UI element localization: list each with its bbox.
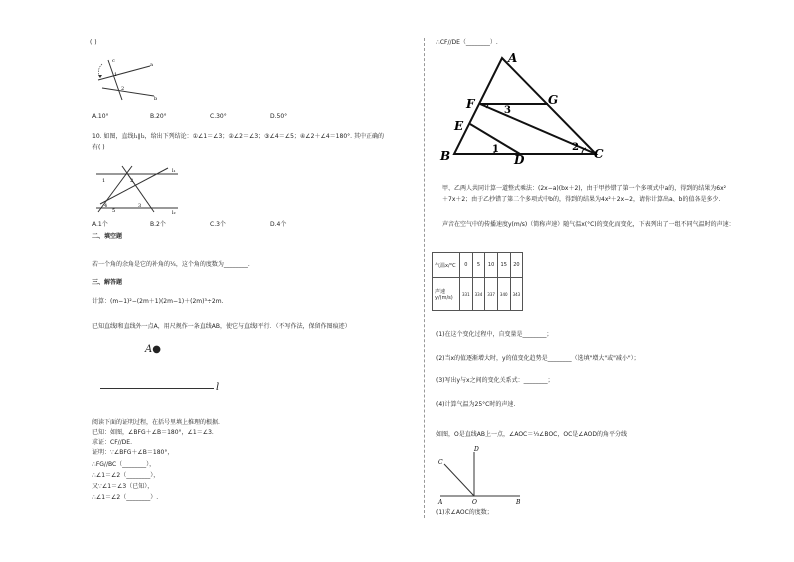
table-cell: 20 (510, 253, 523, 278)
q10-text: 10. 如图，直线l₁∥l₂，给出下列结论：①∠1＝∠3；②∠2＝∠3；③∠4＝∠5；④∠2＋∠4＝180°. 其中正确的 (92, 133, 384, 140)
tri-label-d: D (514, 153, 525, 167)
angle-label-d: D (474, 446, 479, 453)
table-header-temp: 气温x/°C (433, 253, 460, 278)
tri-label-a: A (508, 51, 518, 65)
sub-question-4: (4)计算气温为25°C时的声速. (436, 401, 516, 408)
q9-option-d: D.50° (270, 113, 288, 120)
sound-speed-table (432, 252, 523, 311)
proof-line-8: ∴∠1＝∠2（________）. (92, 494, 159, 501)
angle-label-c: C (438, 459, 443, 466)
q10-label-1: 1 (102, 178, 106, 184)
section-fill-in: 二、填空题 (92, 233, 123, 240)
angle-label-a: A (438, 499, 443, 506)
table-header-speed: 声速y/(m/s) (433, 278, 460, 311)
q9-label-c: c (112, 58, 115, 64)
q10-label-2: 2 (130, 178, 134, 184)
q10-text-2: 有( ) (92, 144, 105, 151)
q9-label-2: 2 (121, 86, 125, 92)
table-cell: 0 (460, 253, 473, 278)
q10-label-4: 4 (104, 203, 108, 209)
q9-figure (92, 56, 162, 104)
table-cell: 343 (510, 278, 523, 311)
table-cell: 10 (485, 253, 498, 278)
tri-label-1: 1 (492, 144, 499, 155)
q10-option-a: A.1个 (92, 221, 108, 228)
proof-line-5: ∴FG//BC（________）， (92, 461, 156, 468)
q9-label-a: a (150, 62, 153, 68)
q10-option-b: B.2个 (150, 221, 166, 228)
sub-question-2: (2)当x的值逐渐增大时，y的值变化趋势是________（选填"增大"或"减小"）； (436, 355, 640, 362)
line-l-drawing (100, 388, 214, 389)
table-cell: 15 (497, 253, 510, 278)
poly-question-line-1: 甲、乙两人共同计算一道整式乘法：(2x−a)(bx＋2)，由于甲抄错了第一个多项式中a的，得到的结果为6x² (442, 185, 727, 192)
tri-label-2: 2 (572, 142, 579, 153)
angle-question: 如图，O是直线AB上一点，∠AOC＝⅓∠BOC，OC是∠AOD的角平分线 (436, 431, 627, 438)
construct-question: 已知直线l和直线外一点A，用尺规作一条直线AB，使它与直线l平行．（不写作法，保留作图痕迹） (92, 323, 351, 330)
proof-line-2: 已知：如图，∠BFG＋∠B＝180°，∠1＝∠3. (92, 429, 214, 436)
table-cell: 5 (472, 253, 485, 278)
tri-label-g: G (548, 93, 559, 107)
point-a: A● (145, 344, 161, 355)
proof-line-6: ∴∠1＝∠2（________）， (92, 472, 160, 479)
tri-label-c: C (594, 147, 604, 161)
sound-question: 声音在空气中的传播速度y(m/s)（简称声速）随气温x(°C)的变化而变化，下表列出了一组不同气温时的声速： (442, 221, 735, 228)
angle-label-o: O (472, 499, 477, 506)
q9-label-1: 1 (114, 72, 118, 78)
angle-sub-question-1: (1)求∠AOC的度数； (436, 509, 493, 516)
poly-question-line-2: ＋7x＋2；由于乙抄错了第二个多项式中b的，得到的结果为4x²＋2x−2，请你计算出a、b的值各是多少. (442, 196, 721, 203)
sub-question-1: (1)在这个变化过程中，自变量是________； (436, 331, 553, 338)
tri-label-3: 3 (504, 105, 511, 116)
q9-option-c: C.30° (210, 113, 227, 120)
table-cell: 334 (472, 278, 485, 311)
tri-label-b: B (440, 149, 451, 163)
table-cell: 340 (497, 278, 510, 311)
triangle-figure (436, 50, 616, 168)
proof-line-1: 阅读下面的证明过程，在括号里填上推理的根据. (92, 419, 220, 426)
q10-label-l1: l₁ (172, 168, 176, 174)
q9-option-a: A.10° (92, 113, 109, 120)
tri-label-f: F (466, 97, 475, 111)
q10-option-d: D.4个 (270, 221, 287, 228)
tri-label-e: E (454, 119, 464, 133)
line-l-label: l (216, 382, 220, 393)
proof-line-7: 又∵∠1＝∠3（已知）， (92, 483, 154, 490)
table-cell: 331 (460, 278, 473, 311)
q9-option-b: B.20° (150, 113, 167, 120)
q9-label-b: b (154, 96, 158, 102)
q10-label-5: 5 (112, 208, 116, 214)
proof-line-3: 求证：CF//DE. (92, 439, 133, 446)
q10-figure (92, 162, 182, 216)
q10-option-c: C.3个 (210, 221, 226, 228)
q10-label-3: 3 (138, 203, 142, 209)
q10-label-l2: l₂ (172, 210, 176, 216)
proof-conclusion: ∴CF//DE（________）. (436, 39, 498, 46)
table-row (433, 253, 523, 278)
section-solve: 三、解答题 (92, 279, 123, 286)
sub-question-3: (3)写出y与x之间的变化关系式：________； (436, 377, 554, 384)
question-paren: ( ) (90, 39, 97, 46)
table-cell: 337 (485, 278, 498, 311)
table-row (433, 278, 523, 311)
calc-question: 计算：(m−1)²−(2m＋1)(2m−1)＋(2m)³÷2m. (92, 298, 224, 305)
column-divider (424, 38, 425, 518)
angle-figure (436, 442, 526, 506)
angle-label-b: B (516, 499, 521, 506)
proof-line-4: 证明：∵∠BFG＋∠B＝180°， (92, 449, 174, 456)
fill-in-question: 若一个角的余角是它的补角的¼，这个角的度数为________. (92, 261, 250, 268)
